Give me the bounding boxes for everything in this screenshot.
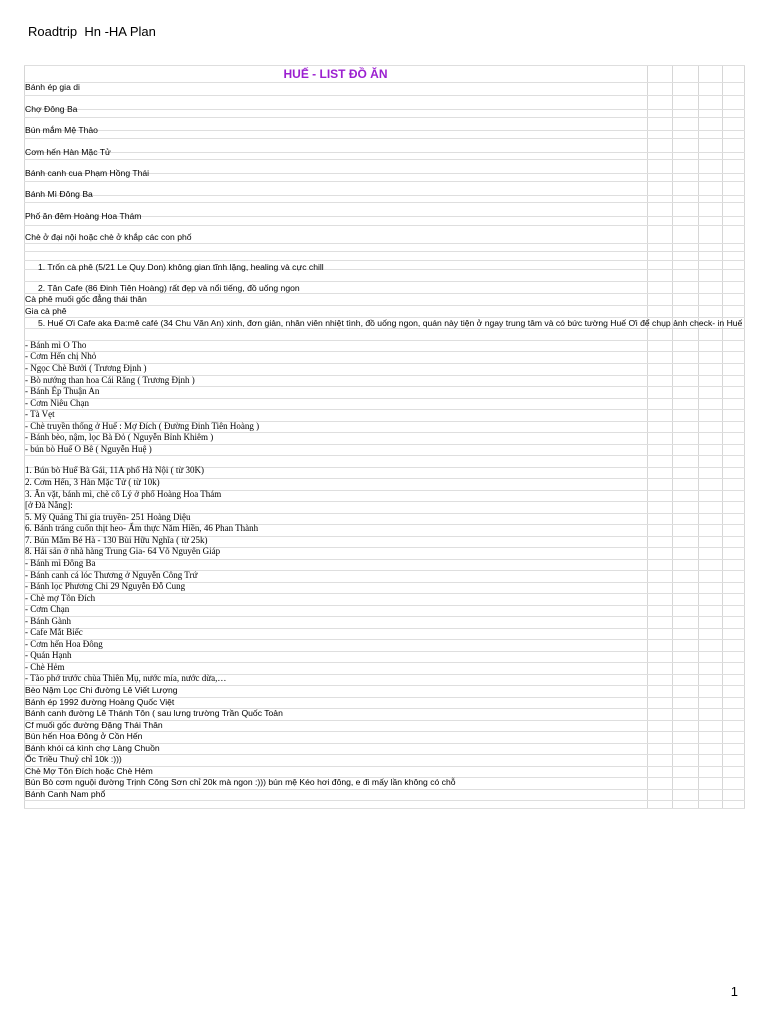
food-list-row: Bánh ép gia di [25,82,80,92]
row-divider [24,501,745,502]
food-list-row: - Chè Hẻm [25,662,65,672]
food-list-row: 3. Ăn vặt, bánh mì, chè cô Lý ở phố Hoàng Hoa Thám [25,489,222,499]
food-list-row: - Tà Vẹt [25,409,55,419]
document-header: Roadtrip Hn -HA Plan [28,24,156,39]
row-divider [24,409,745,410]
food-list-row: - Cafe Mắt Biếc [25,627,83,637]
row-divider [24,117,745,118]
food-list-row: 8. Hải sản ở nhà hàng Trung Gia- 64 Võ Nguyên Giáp [25,546,221,556]
food-list-row: Bánh khói cá kình chợ Làng Chuồn [25,743,160,753]
food-list-row: - Bánh Gành [25,616,71,626]
food-list-row: - Bánh Ép Thuận An [25,386,100,396]
food-list-row: Bèo Nậm Lọc Chi đường Lê Viết Lượng [25,685,178,695]
row-divider [24,260,745,261]
food-list-row: - bún bò Huế O Bê ( Nguyễn Huệ ) [25,444,152,454]
row-divider [24,639,745,640]
row-divider [24,754,745,755]
food-list-row: 5. Huế Ơi Cafe aka Đa:mê café (34 Chu Văn An) xinh, đơn giản, nhân viên nhiệt tình, đồ uống ngon, quán này tiện ở ngay trung tâm và có bức tường Huế Ơi để chụp ảnh check- in Huế [38,318,743,328]
food-list-row: 7. Bún Mắm Bé Hà - 130 Bùi Hữu Nghĩa ( từ 25k) [25,535,208,545]
row-divider [24,808,745,809]
row-divider [24,616,745,617]
food-list-row: 6. Bánh tráng cuốn thịt heo- Ẩm thực Năm Hiền, 46 Phan Thành [25,523,259,533]
row-divider [24,130,745,131]
food-list-row: Cơm hến Hàn Mặc Tử [25,147,111,157]
row-divider [24,351,745,352]
food-list-row: 1. Bún bò Huế Bà Gái, 11A phố Hà Nội ( từ 30K) [25,465,205,475]
food-list-row: - Cơm Hến chị Nhỏ [25,351,97,361]
row-divider [24,195,745,196]
food-list-row: Bún hến Hoa Đông ở Cồn Hến [25,731,143,741]
row-divider [24,159,745,160]
food-list-row: Chè Mợ Tôn Đích hoặc Chè Hẻm [25,766,153,776]
row-divider [24,65,745,66]
row-divider [24,398,745,399]
food-list-row: - Tào phớ trước chùa Thiên Mụ, nước mía, nước dừa,… [25,673,227,683]
food-list-row: Cf muối gốc đường Đặng Thái Thân [25,720,163,730]
row-divider [24,662,745,663]
page-number: 1 [730,984,738,999]
food-list-row: Phố ăn đêm Hoàng Hoa Thám [25,211,142,221]
row-divider [24,202,745,203]
row-divider [24,281,745,282]
food-list-row: Bún mắm Mệ Thảo [25,125,98,135]
row-divider [24,95,745,96]
food-list-row: - Cơm Chạn [25,604,70,614]
row-divider [24,152,745,153]
food-list-row: - Bánh canh cá lóc Thương ở Nguyễn Công Trứ [25,570,198,580]
row-divider [24,109,745,110]
food-list-row: 2. Cơm Hến, 3 Hàn Mặc Tử ( từ 10k) [25,477,160,487]
food-list-row: Bún Bò cơm nguội đường Trịnh Công Sơn chỉ 20k mà ngon :))) bún mệ Kéo hơi đông, e đi mấy lần không có chỗ [25,777,456,787]
food-list-row: Chè ở đại nội hoặc chè ở khắp các con phố [25,232,192,242]
food-list-row: Chợ Đông Ba [25,104,78,114]
food-list-row: 5. Mỳ Quảng Thi gia truyền- 251 Hoàng Diệu [25,512,191,522]
row-divider [24,328,745,329]
row-divider [24,593,745,594]
row-divider [24,251,745,252]
row-divider [24,225,745,226]
row-divider [24,305,745,306]
food-list-row: Cà phê muối gốc đẳng thái thân [25,294,147,304]
row-divider [24,138,745,139]
food-list-row: - Bánh bèo, nậm, lọc Bà Đỏ ( Nguyễn Bỉnh Khiêm ) [25,432,214,442]
food-list-row: Ốc Triều Thuỷ chỉ 10k :))) [25,754,122,764]
food-list-row: - Bánh mì O Tho [25,340,87,350]
row-divider [24,789,745,790]
row-divider [24,605,745,606]
food-list-row: Bánh ép 1992 đường Hoàng Quốc Việt [25,697,175,707]
row-divider [24,628,745,629]
row-divider [24,651,745,652]
row-divider [24,800,745,801]
row-divider [24,340,745,341]
food-list-row: - Bánh mì Đông Ba [25,558,96,568]
food-list-row: - Chè truyền thống ở Huế : Mợ Đích ( Đường Đinh Tiên Hoàng ) [25,421,260,431]
food-list-row: - Cơm Niêu Chạn [25,398,90,408]
food-list-row: - Cơm hến Hoa Đông [25,639,103,649]
food-list-row: - Quán Hạnh [25,650,72,660]
row-divider [24,386,745,387]
food-list-row: Bánh Mì Đông Ba [25,189,93,199]
food-list-row: - Ngọc Chè Bưởi ( Trương Định ) [25,363,147,373]
row-divider [24,82,745,83]
food-list-row: Bánh canh đường Lê Thánh Tôn ( sau lưng trường Trần Quốc Toản [25,708,283,718]
food-list-row: [ở Đà Nẵng]: [25,500,73,510]
spreadsheet-grid [24,65,745,808]
row-divider [24,559,745,560]
food-list-row: 1. Trốn cà phê (5/21 Le Quy Don) không gian tĩnh lặng, healing và cực chill [38,262,324,272]
food-list-row: Gia cà phê [25,306,67,316]
row-divider [24,455,745,456]
food-list-row: Bánh canh cua Phạm Hồng Thái [25,168,150,178]
food-list-row: - Bò nướng than hoa Cái Răng ( Trương Định ) [25,375,195,385]
food-list-row: - Chè mợ Tôn Đích [25,593,96,603]
row-divider [24,181,745,182]
sheet-title: HUẾ - LIST ĐỒ ĂN [283,67,388,81]
food-list-row: Bánh Canh Nam phổ [25,789,106,799]
row-divider [24,243,745,244]
food-list-row: - Bánh lọc Phương Chi 29 Nguyễn Đỗ Cung [25,581,186,591]
food-list-row: 2. Tân Cafe (86 Đinh Tiên Hoàng) rất đẹp và nổi tiếng, đồ uống ngon [38,283,300,293]
